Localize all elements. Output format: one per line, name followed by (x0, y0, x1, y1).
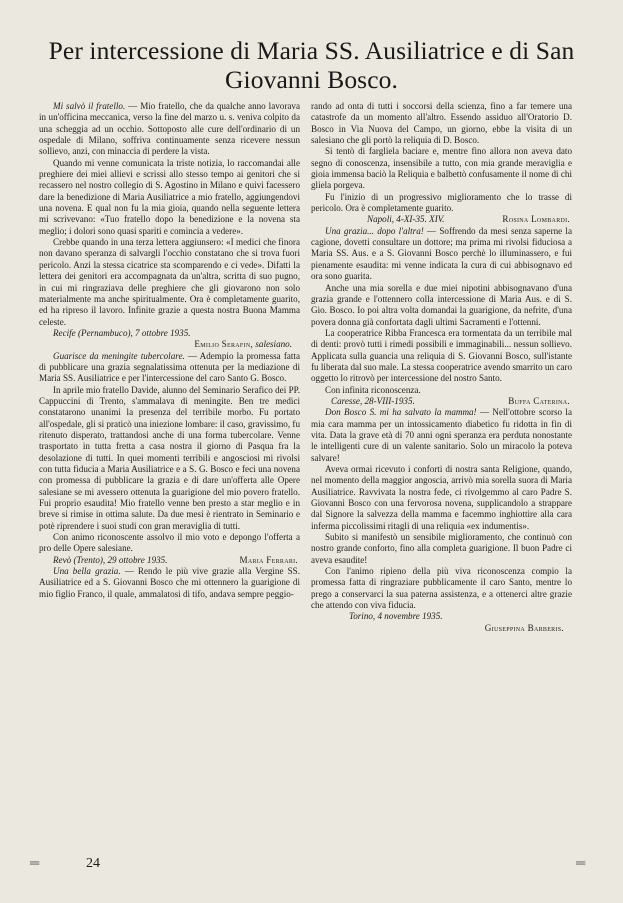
paragraph: rando ad onta di tutti i soccorsi della scienza, fino a far temere una catastrofe da un momento all'altro. Essendo assiduo all'Oratorio D. Bosco in Via Nuova del Campo, un giorno, ebbe la visita di un salesiano che gli portò la reliquia di D. Bosco. (311, 101, 572, 146)
signature-name: Maria Ferrari. (239, 554, 298, 565)
signature-line (311, 214, 572, 225)
paragraph: Quando mi venne comunicata la triste notizia, lo raccomandai alle preghiere dei miei allievi e scrissi allo stesso tempo ai genitori che si recassero nel nostro collegio di S. Agostino in Milano e quivi facessero dare la benedizione di Maria Ausiliatrice a mio fratello, aggiungendovi una novena. E qual non fu la mia gioia, quando nella seguente lettera mi scrivevano: «Tuo fratello dopo la benedizione e la novena sta meglio; i dolori sono quasi spariti e comincia a vedere». (39, 157, 300, 236)
article-title: Per intercessione di Maria SS. Ausiliatrice e di San Giovanni Bosco. (48, 36, 575, 94)
paragraph (39, 351, 300, 385)
paragraph-lead: Guarisce da meningite tubercolare. (53, 350, 185, 361)
ornament-mark: ═ (30, 855, 38, 870)
paragraph: Con infinita riconoscenza. (325, 384, 421, 395)
signature-name: Buffa Caterina. (508, 395, 570, 406)
paragraph: La cooperatrice Ribba Francesca era tormentata da un terribile mal di denti: provò tutti i rimedi possibili e immaginabili... nessun sollievo. Applicata sulla guancia una reliquia di S. Giovanni Bosco, sull'istante fu liberata dal suo male. La stessa cooperatrice avendo smarrito un caro oggetto lo ritrovò per intercessione del nostro Santo. (311, 327, 572, 384)
paragraph: Fu l'inizio di un progressivo miglioramento che lo trasse di pericolo. Ora è completamente guarito. (311, 191, 572, 214)
left-column (39, 101, 300, 600)
paragraph-text: — Nell'ottobre scorso la mia cara mamma per un intossicamento diabetico fu ridotta in fin di vita. Data la grave età di 70 anni ogni speranza era perduta nonostante le intelligenti cure di un valente sanitario. Solo un miracolo la poteva salvare! (311, 407, 572, 463)
paragraph (39, 101, 300, 158)
paragraph: Si tentò di fargliela baciare e, mentre fino allora non aveva dato segno di conoscenza, insensibile a tutto, con mia grande meraviglia e gioia immensa baciò la Reliquia e balbettò confusamente il nome di chi gliela porgeva. (311, 146, 572, 191)
signature-name: Emilio Serafin, (194, 339, 254, 350)
paragraph-lead: Una bella grazia. (53, 566, 121, 577)
paragraph: Con animo riconoscente assolvo il mio voto e depongo l'offerta a pro delle Opere salesiane. (39, 532, 300, 554)
signature-place: Napoli, 4-XI-35. XIV. (367, 214, 445, 225)
paragraph: Aveva ormai ricevuto i conforti di nostra santa Religione, quando, nel momento della maggior angoscia, arrivò mia sorella suora di Maria Ausiliatrice. Ravvivata la nostra fede, ci rivolgemmo al caro Padre S. Giovanni Bosco con una fervorosa novena, supplicandolo a strappare dal Signore la salvezza della mamma e facemmo inghiottire alla cara inferma piccolissimi ritagli di una reliquia «ex indumentis». (311, 464, 572, 531)
page-footer (30, 855, 600, 875)
signature-line (39, 555, 300, 566)
ornament-mark: ═ (576, 855, 584, 870)
paragraph: Anche una mia sorella e due miei nipotini abbisognavano d'una grazia grande e l'ottennero colla intercessione di Maria Aus. e di S. Gio. Bosco. Io poi altra volta domandai la guarigione, da nefrite, d'una povera donna già confortata dagli ultimi Sacramenti e l'ottenni. (311, 282, 572, 327)
paragraph (311, 226, 572, 283)
signature-line (311, 611, 572, 622)
paragraph (311, 407, 572, 464)
signature-line (311, 396, 572, 407)
signature-role: salesiano. (255, 339, 292, 350)
signature-name: Giuseppina Barberis. (484, 622, 564, 633)
signature-name: Rosina Lombardi. (502, 214, 570, 225)
paragraph-text: — Adempio la promessa fatta di pubblicare una grazia segnalatissima ottenuta per la mediazione di Maria SS. Ausiliatrice e per l'intercessione del caro Santo G. Bosco. (39, 350, 300, 384)
signature-place: Recife (Pernambuco), 7 ottobre 1935. (53, 327, 191, 338)
paragraph: In aprile mio fratello Davide, alunno del Seminario Serafico dei PP. Cappuccini di Trento, s'ammalava di meningite. Ben tre medici constatarono unanimi la presenza del terribile morbo. Fu portato all'ospedale, gli si praticò una iniezione lombare: il caso, gravissimo, fu ritenuto disperato, trattandosi anche di una forma tubercolare. Venne trasportato in tutta fretta a casa nostra il giorno di Pasqua fra la desolazione di tutti. In quei momenti terribili e angosciosi mi rivolsi con tutta fiducia a Maria Ausiliatrice e a S. G. Bosco e feci una novena con promessa di pubblicare la grazia e di dare un'offerta alle Opere salesiane se mi avessero ottenuta la guarigione del mio povero fratello. Fui proprio esaudita! Mio fratello venne ben presto a star meglio e in breve si rimise in ottima salute. Da due mesi è rientrato in Seminario e potè riprendere i suoi studi con gran meraviglia di tutti. (39, 384, 300, 531)
signature-place: Torino, 4 novembre 1935. (349, 611, 443, 622)
paragraph: Subito si manifestò un sensibile miglioramento, che continuò con nostro grande conforto, fino alla completa guarigione. Il buon Padre ci aveva esaudite! (311, 532, 572, 565)
right-column (311, 101, 572, 634)
signature-line (39, 328, 300, 339)
page-number: 24 (86, 856, 100, 871)
paragraph: Con l'animo ripieno della più viva riconoscenza compio la promessa fatta di ringraziare pubblicamente il caro Santo, mentre lo prego a conservarci la sua paterna assistenza, e a ottenerci altre grazie che attendo con viva fiducia. (311, 566, 572, 611)
paragraph-text: — Rendo le più vive grazie alla Vergine SS. Ausiliatrice ed a S. Giovanni Bosco che mi ottennero la guarigione di mio figlio Franco, il quale, ammalatosi di tifo, andava sempre peggio- (39, 566, 301, 599)
signature-place: Revò (Trento), 29 ottobre 1935. (53, 554, 168, 565)
paragraph (39, 566, 300, 600)
paragraph: Crebbe quando in una terza lettera aggiunsero: «I medici che finora non davano speranza di salvargli l'occhio constatano che si trova fuori pericolo. Anzi la stessa cicatrice sta scomparendo e ci vede». Difatti la lettera dei genitori era accompagnata da un'altra, scritta di suo pugno, in cui mi ringraziava delle preghiere che gli giovarono non solo materialmente ma anche spiritualmente. Ora è completamente guarito, ed ha ripreso il lavoro. Infinite grazie a questa nostra Buona Mamma celeste. (39, 237, 300, 327)
paragraph-lead: Una grazia... dopo l'altra! (325, 225, 424, 236)
paragraph-text: — Soffrendo da mesi senza saperne la cagione, dovetti consultare un dottore; ma prima mi rivolsi fiduciosa a Maria SS. Aus. e a S. Giovanni Bosco perchè lo illuminassero, e fui pienamente esaudita: mi venne indicata la cura di cui abbisognavo ed ora sono guarita. (311, 225, 572, 282)
signature-name-line (311, 623, 572, 634)
paragraph-lead: Mi salvò il fratello. (53, 101, 126, 111)
paragraph-text: — Mio fratello, che da qualche anno lavorava in un'officina meccanica, verso la fine del marzo u. s. veniva colpito da una scheggia ad un occhio. Sottoposto alle cure dell'ordinario di un ospedale di Milano, soffriva continuamente senza ricevere nessun sollievo, anzi, con minaccia di perdere la vista. (39, 101, 300, 157)
signature-place: Caresse, 28-VIII-1935. (331, 395, 415, 406)
signature-name-line (39, 339, 300, 350)
paragraph-lead: Don Bosco S. mi ha salvato la mamma! (325, 407, 477, 418)
